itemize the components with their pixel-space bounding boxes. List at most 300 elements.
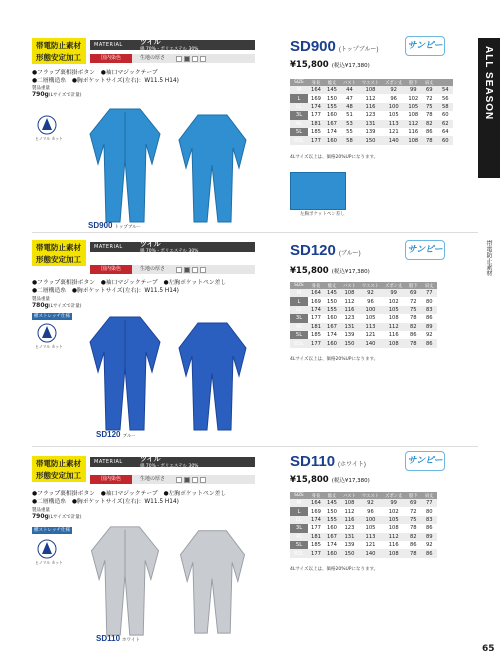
- table-cell: 48: [340, 103, 359, 111]
- product-label-color: トップブルー: [114, 224, 142, 229]
- table-row: [290, 297, 437, 305]
- table-cell: M: [290, 499, 308, 507]
- table-cell: 150: [327, 298, 337, 305]
- fabric-name: ツイル: [140, 455, 161, 463]
- table-row: [290, 111, 453, 119]
- table-cell: 112: [382, 323, 405, 331]
- category-side-tab: [478, 236, 500, 276]
- thickness-block: [200, 477, 206, 483]
- table-row: [290, 306, 437, 314]
- table-cell: 174: [308, 306, 324, 314]
- column-header: ズボン丈: [382, 492, 405, 499]
- coverall-back-image: [170, 110, 255, 225]
- table-cell: 181: [308, 533, 324, 541]
- size-note: 4Lサイズ以上は、価格20%UPになります。: [290, 357, 379, 362]
- price-tax: (税込¥17,380): [331, 63, 370, 69]
- table-cell: 164: [308, 289, 324, 297]
- table-cell: 54: [437, 86, 453, 94]
- thickness-block: [176, 267, 182, 273]
- table-row: [290, 499, 437, 507]
- column-header: 身長: [308, 492, 324, 499]
- table-cell: 160: [327, 112, 337, 119]
- table-cell: 99: [405, 86, 421, 94]
- table-cell: 155: [324, 516, 340, 524]
- size-table: [290, 282, 437, 348]
- table-cell: 92: [382, 86, 405, 94]
- table-cell: 112: [344, 508, 355, 515]
- table-cell: 82: [405, 323, 421, 331]
- table-cell: B3L: [290, 136, 308, 144]
- table-cell: 116: [340, 516, 359, 524]
- column-header: SIZE: [290, 282, 308, 289]
- table-cell: 116: [340, 306, 359, 314]
- model-color: (ホワイト): [338, 462, 366, 468]
- table-cell: 121: [388, 129, 399, 136]
- column-header: 股下: [405, 282, 421, 289]
- table-cell: 80: [425, 298, 433, 305]
- tag-antistatic: 帯電防止素材: [36, 41, 81, 50]
- table-cell: 160: [324, 136, 340, 144]
- model-number: SD120: [290, 242, 336, 259]
- table-cell: 86: [425, 525, 433, 532]
- table-cell: 108: [359, 86, 382, 94]
- model-color: (トップブルー): [338, 47, 379, 53]
- column-header: 総丈: [324, 282, 340, 289]
- price: [290, 60, 370, 70]
- table-row: [290, 549, 437, 557]
- table-cell: 75: [405, 516, 421, 524]
- weight-note: (Lサイズで計量): [48, 304, 82, 309]
- model-title: [290, 453, 366, 470]
- table-cell: 181: [308, 323, 324, 331]
- table-cell: B3L: [290, 339, 308, 347]
- thickness-block: [176, 56, 182, 62]
- table-cell: 113: [382, 120, 405, 128]
- thickness-block: [184, 56, 190, 62]
- table-cell: 140: [359, 549, 382, 557]
- thickness-block: [184, 477, 190, 483]
- table-cell: 102: [388, 508, 399, 515]
- size-note: 4Lサイズ以上は、価格20%UPになります。: [290, 155, 379, 160]
- table-cell: 185: [311, 332, 321, 339]
- feature-line: ●二層構造糸 ●胸ポケットサイズ(左右)：W11.5 H14): [32, 498, 179, 505]
- weight-value: 780g: [32, 302, 49, 309]
- table-cell: 5L: [290, 331, 308, 339]
- table-cell: 58: [437, 103, 453, 111]
- thickness-block: [200, 267, 206, 273]
- table-cell: 116: [359, 103, 382, 111]
- table-cell: 102: [408, 95, 419, 102]
- table-cell: 78: [409, 315, 417, 322]
- table-row: [290, 516, 437, 524]
- table-cell: 64: [441, 129, 449, 136]
- table-cell: 108: [382, 339, 405, 347]
- dye-thickness-bar: [90, 265, 255, 274]
- table-cell: 140: [382, 136, 405, 144]
- column-header: 肩丈: [421, 282, 437, 289]
- thickness-block: [200, 56, 206, 62]
- table-cell: 78: [405, 339, 421, 347]
- weight-label: 製品重量: [32, 297, 50, 302]
- table-cell: 164: [308, 86, 324, 94]
- table-row: [290, 86, 453, 94]
- composition: 綿 70%・ポリエステル 30%: [140, 248, 199, 254]
- feature-line: ●フラップ裏相掛ボタン ●袖口マジックテープ: [32, 70, 158, 76]
- table-row: [290, 507, 437, 515]
- table-cell: 131: [340, 533, 359, 541]
- table-cell: 77: [421, 499, 437, 507]
- product-label-model: SD120: [96, 430, 121, 439]
- pocket-caption: 左胸ポケットペン差し: [300, 212, 345, 217]
- table-cell: 53: [340, 120, 359, 128]
- tag-antistatic: 帯電防止素材: [36, 243, 81, 252]
- table-cell: L: [290, 297, 308, 305]
- table-cell: 108: [340, 289, 359, 297]
- table-cell: 58: [340, 136, 359, 144]
- material-label: MATERIAL: [94, 459, 123, 465]
- table-row: [290, 120, 453, 128]
- table-row: [290, 339, 437, 347]
- column-header: 身長: [308, 282, 324, 289]
- table-cell: 112: [382, 533, 405, 541]
- table-cell: 5L: [290, 541, 308, 549]
- table-cell: 3L: [290, 111, 308, 119]
- product-label: [96, 634, 140, 643]
- feature-list: [32, 70, 179, 85]
- table-cell: 62: [437, 120, 453, 128]
- composition: 綿 70%・ポリエステル 30%: [140, 46, 199, 52]
- table-cell: 69: [405, 499, 421, 507]
- feature-line: ●二層構造糸 ●胸ポケットサイズ(左右)：W11.5 H14): [32, 287, 179, 294]
- product-weight: [32, 508, 82, 521]
- table-cell: 56: [441, 95, 449, 102]
- table-cell: 96: [367, 298, 374, 305]
- table-cell: 100: [359, 306, 382, 314]
- table-cell: 160: [324, 549, 340, 557]
- column-header: 総丈: [324, 492, 340, 499]
- table-cell: 116: [408, 129, 419, 136]
- dye-label: 国内染色: [90, 54, 132, 63]
- column-header: SIZE: [290, 492, 308, 499]
- fire-icon-label: ヒノマル カット: [35, 136, 63, 141]
- column-header: ウエスト: [359, 492, 382, 499]
- tag-antistatic: 帯電防止素材: [36, 459, 81, 468]
- table-cell: 174: [327, 332, 337, 339]
- column-header: バスト: [340, 282, 359, 289]
- table-cell: 113: [359, 323, 382, 331]
- table-header-row: [290, 282, 437, 289]
- table-header-row: [290, 79, 453, 86]
- table-cell: 167: [324, 533, 340, 541]
- tag-shape-stable: 形態安定加工: [36, 53, 81, 62]
- table-cell: 82: [405, 533, 421, 541]
- table-cell: 121: [365, 542, 376, 549]
- table-cell: 60: [437, 136, 453, 144]
- table-cell: 177: [311, 525, 321, 532]
- table-cell: 160: [327, 525, 337, 532]
- table-cell: 69: [421, 86, 437, 94]
- weight-value: 790g: [32, 91, 49, 98]
- category-label: 帯電防止素材: [485, 240, 492, 276]
- table-cell: 78: [409, 525, 417, 532]
- feature-list: [32, 280, 226, 295]
- coverall-front-image: [80, 104, 170, 224]
- table-cell: 105: [388, 112, 399, 119]
- table-row: [290, 103, 453, 111]
- table-cell: 102: [388, 298, 399, 305]
- table-cell: 108: [340, 499, 359, 507]
- table-cell: 131: [340, 323, 359, 331]
- table-cell: 108: [408, 112, 419, 119]
- table-cell: 113: [359, 533, 382, 541]
- table-row: [290, 314, 437, 322]
- table-cell: 92: [425, 542, 433, 549]
- hinomaru-cut-icon: [34, 114, 63, 141]
- table-cell: 86: [409, 542, 417, 549]
- table-row: [290, 94, 453, 102]
- coverall-front-image: [80, 522, 170, 637]
- column-header: 股下: [405, 79, 421, 86]
- product-weight: [32, 86, 82, 99]
- feature-line: ●フラップ裏相掛ボタン ●袖口マジックテープ ●左胸ポケットペン差し: [32, 491, 227, 497]
- fabric-name: ツイル: [140, 38, 161, 46]
- product-label: [88, 221, 141, 230]
- feature-line: ●フラップ裏相掛ボタン ●袖口マジックテープ ●左胸ポケットペン差し: [32, 280, 227, 286]
- thickness-block: [192, 477, 198, 483]
- table-cell: 169: [311, 298, 321, 305]
- table-cell: 105: [405, 103, 421, 111]
- table-cell: 69: [405, 289, 421, 297]
- table-cell: 174: [308, 516, 324, 524]
- feature-tag-box: [32, 240, 86, 266]
- column-header: 身長: [308, 79, 324, 86]
- table-cell: 108: [388, 525, 399, 532]
- table-cell: 72: [409, 298, 417, 305]
- table-cell: 145: [324, 289, 340, 297]
- tag-shape-stable: 形態安定加工: [36, 255, 81, 264]
- model-number: SD900: [290, 38, 336, 55]
- table-row: [290, 533, 437, 541]
- table-row: [290, 136, 453, 144]
- column-header: ウエスト: [359, 79, 382, 86]
- pocket-closeup-image: [290, 172, 346, 210]
- table-cell: 177: [308, 136, 324, 144]
- weight-note: (Lサイズで計量): [48, 93, 82, 98]
- table-cell: 96: [367, 508, 374, 515]
- table-cell: 78: [421, 136, 437, 144]
- table-cell: 123: [365, 112, 376, 119]
- table-cell: 174: [327, 542, 337, 549]
- thickness-block: [184, 267, 190, 273]
- table-cell: 3L: [290, 314, 308, 322]
- column-header: ズボン丈: [382, 282, 405, 289]
- divider: [32, 232, 478, 233]
- table-cell: 139: [344, 332, 355, 339]
- table-cell: 108: [382, 549, 405, 557]
- table-cell: 51: [346, 112, 353, 119]
- table-cell: 174: [327, 129, 337, 136]
- thickness-label: 生地の厚さ: [140, 476, 166, 482]
- table-cell: M: [290, 86, 308, 94]
- table-cell: 150: [340, 549, 359, 557]
- thickness-label: 生地の厚さ: [140, 55, 166, 61]
- table-cell: 47: [346, 95, 353, 102]
- table-cell: 112: [405, 120, 421, 128]
- table-cell: 100: [382, 103, 405, 111]
- table-cell: 177: [308, 549, 324, 557]
- table-cell: 105: [365, 525, 376, 532]
- dye-label: 国内染色: [90, 265, 132, 274]
- coverall-back-image: [170, 318, 255, 433]
- table-cell: 86: [421, 549, 437, 557]
- table-cell: 150: [327, 95, 337, 102]
- table-cell: 72: [425, 95, 433, 102]
- thickness-block: [176, 477, 182, 483]
- table-cell: 177: [308, 339, 324, 347]
- column-header: バスト: [340, 492, 359, 499]
- table-cell: 108: [405, 136, 421, 144]
- section-side-tab: [478, 38, 500, 178]
- column-header: ウエスト: [359, 282, 382, 289]
- weight-label: 製品重量: [32, 508, 50, 513]
- price-tax: (税込¥17,380): [331, 478, 370, 484]
- table-cell: 75: [405, 306, 421, 314]
- table-cell: 123: [344, 315, 355, 322]
- column-header: SIZE: [290, 79, 308, 86]
- table-cell: 150: [327, 508, 337, 515]
- table-cell: 140: [359, 339, 382, 347]
- table-cell: 83: [421, 306, 437, 314]
- table-cell: 4L: [290, 533, 308, 541]
- column-header: ズボン丈: [382, 79, 405, 86]
- table-cell: 177: [311, 315, 321, 322]
- table-cell: 44: [340, 86, 359, 94]
- table-cell: 167: [324, 323, 340, 331]
- table-cell: 92: [359, 499, 382, 507]
- model-number: SD110: [290, 453, 336, 470]
- material-label: MATERIAL: [94, 42, 123, 48]
- feature-tag-box: [32, 456, 86, 482]
- table-cell: M: [290, 289, 308, 297]
- stretch-badge: 横ストレッチ仕様: [32, 313, 72, 320]
- table-row: [290, 323, 437, 331]
- product-label: [96, 430, 136, 439]
- table-cell: 167: [324, 120, 340, 128]
- product-label-color: ホワイト: [122, 637, 140, 642]
- table-cell: 78: [425, 112, 433, 119]
- brand-logo: サンピー: [405, 451, 445, 471]
- model-title: [290, 242, 361, 259]
- feature-list: [32, 491, 226, 506]
- table-row: [290, 541, 437, 549]
- hinomaru-cut-icon: [34, 322, 63, 349]
- table-cell: 150: [340, 339, 359, 347]
- thickness-block: [192, 267, 198, 273]
- table-cell: 185: [311, 129, 321, 136]
- table-cell: 155: [324, 306, 340, 314]
- table-cell: 4L: [290, 323, 308, 331]
- table-header-row: [290, 492, 437, 499]
- table-cell: 86: [425, 315, 433, 322]
- thickness-block: [192, 56, 198, 62]
- table-cell: 82: [421, 120, 437, 128]
- table-cell: 181: [308, 120, 324, 128]
- price-value: ¥15,800: [290, 475, 329, 485]
- model-color: (ブルー): [338, 251, 361, 257]
- weight-note: (Lサイズで計量): [48, 515, 82, 520]
- price-value: ¥15,800: [290, 60, 329, 70]
- price: [290, 266, 370, 276]
- table-cell: 112: [344, 298, 355, 305]
- product-label-model: SD110: [96, 634, 121, 643]
- coverall-back-image: [170, 526, 255, 636]
- price-value: ¥15,800: [290, 266, 329, 276]
- table-cell: 139: [344, 542, 355, 549]
- tag-shape-stable: 形態安定加工: [36, 471, 81, 480]
- section-title: ALL SEASON: [483, 46, 494, 121]
- divider: [32, 446, 478, 447]
- table-cell: 4L: [290, 120, 308, 128]
- table-cell: 105: [382, 516, 405, 524]
- table-cell: 123: [344, 525, 355, 532]
- table-cell: 160: [327, 315, 337, 322]
- table-cell: 108: [388, 315, 399, 322]
- table-cell: 105: [365, 315, 376, 322]
- feature-tag-box: [32, 38, 86, 64]
- dye-thickness-bar: [90, 475, 255, 484]
- size-note: 4Lサイズ以上は、価格20%UPになります。: [290, 567, 379, 572]
- table-cell: 131: [359, 120, 382, 128]
- table-cell: LL: [290, 516, 308, 524]
- dye-label: 国内染色: [90, 475, 132, 484]
- table-cell: 5L: [290, 128, 308, 136]
- table-cell: 86: [425, 129, 433, 136]
- table-cell: 121: [365, 332, 376, 339]
- table-cell: 164: [308, 499, 324, 507]
- column-header: バスト: [340, 79, 359, 86]
- product-label-model: SD900: [88, 221, 113, 230]
- table-cell: 116: [388, 332, 399, 339]
- table-cell: L: [290, 507, 308, 515]
- table-cell: 155: [324, 103, 340, 111]
- table-cell: 96: [390, 95, 397, 102]
- table-cell: 83: [421, 516, 437, 524]
- table-cell: 150: [359, 136, 382, 144]
- model-title: [290, 38, 378, 55]
- column-header: 肩丈: [421, 79, 437, 86]
- table-cell: LL: [290, 103, 308, 111]
- table-cell: 145: [324, 86, 340, 94]
- table-cell: 72: [409, 508, 417, 515]
- fire-icon-label: ヒノマル カット: [35, 344, 63, 349]
- feature-line: ●二層構造糸 ●胸ポケットサイズ(左右)：W11.5 H14): [32, 77, 179, 84]
- table-cell: 177: [311, 112, 321, 119]
- table-row: [290, 331, 437, 339]
- weight-label: 製品重量: [32, 86, 50, 91]
- table-cell: 185: [311, 542, 321, 549]
- price-tax: (税込¥17,380): [331, 269, 370, 275]
- table-cell: 89: [421, 533, 437, 541]
- table-cell: 112: [365, 95, 376, 102]
- table-cell: 80: [425, 508, 433, 515]
- coverall-front-image: [80, 312, 170, 432]
- page-number: 65: [482, 644, 495, 654]
- price: [290, 475, 370, 485]
- table-cell: B3L: [290, 549, 308, 557]
- table-cell: 92: [359, 289, 382, 297]
- table-cell: 99: [382, 289, 405, 297]
- size-table: [290, 79, 453, 145]
